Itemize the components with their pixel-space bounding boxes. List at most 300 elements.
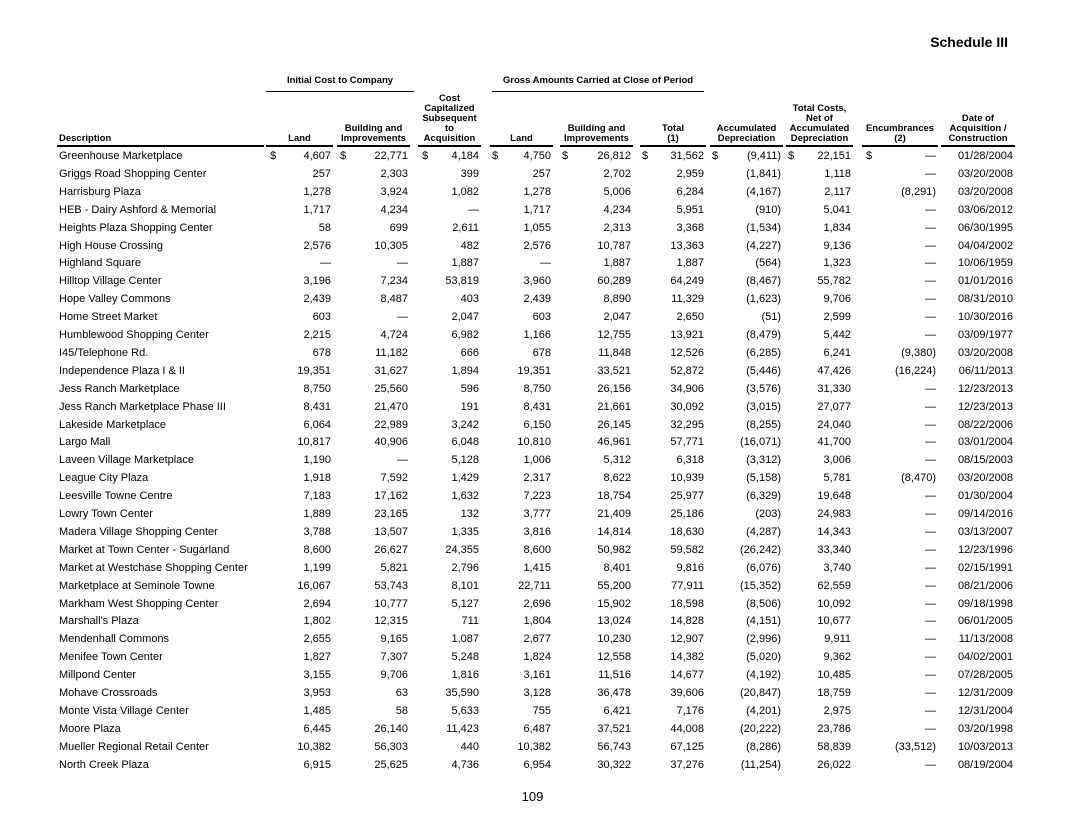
row-cell-building: 58: [395, 704, 408, 717]
col-header-line: Improvements: [341, 133, 406, 144]
dollar-sign: $: [712, 150, 719, 162]
row-cell-date: 08/19/2004: [957, 758, 1013, 771]
row-cell-land2: 6,954: [523, 758, 551, 771]
row-cell-capitalized: 2,796: [451, 561, 479, 574]
row-cell-land2: 3,816: [523, 525, 551, 538]
row-cell-building: 10,777: [374, 597, 408, 610]
row-cell-land: 603: [312, 311, 331, 324]
row-cell-totalnet: 5,442: [823, 329, 851, 341]
col-header-land2: [490, 88, 553, 144]
col-header-line: Improvements: [564, 133, 629, 144]
row-cell-accum: (2,996): [746, 633, 781, 646]
row-cell-capitalized: 5,248: [451, 651, 479, 664]
row-cell-building: 11,182: [375, 346, 408, 359]
col-header-line: Depreciation: [790, 133, 849, 144]
row-cell-land: 678: [312, 346, 331, 359]
col-header-totalnet: [786, 88, 853, 144]
row-cell-land: 7,183: [303, 490, 331, 503]
row-cell-capitalized: 53,819: [445, 275, 479, 288]
row-cell-land2: —: [540, 257, 551, 270]
row-cell-building2: 21,661: [597, 400, 631, 413]
row-cell-totalnet: 10,485: [817, 669, 851, 682]
row-cell-capitalized: 3,242: [451, 418, 479, 431]
row-cell-building: 7,234: [380, 275, 408, 288]
row-cell-building2: 8,401: [603, 561, 631, 574]
row-cell-land: 3,196: [303, 275, 331, 288]
row-description: Marshall's Plaza: [59, 615, 139, 628]
row-cell-land: 1,918: [303, 472, 331, 485]
row-cell-land: 8,431: [303, 400, 331, 413]
row-cell-land2: 1,006: [523, 454, 551, 467]
row-cell-building: 9,706: [380, 669, 408, 682]
row-description: Lakeside Marketplace: [59, 418, 167, 431]
dollar-sign: $: [562, 150, 569, 162]
row-cell-encumb: —: [925, 382, 936, 395]
dollar-sign: $: [788, 150, 795, 162]
row-cell-accum: (4,192): [746, 669, 781, 682]
row-cell-date: 10/03/2013: [957, 740, 1013, 753]
row-cell-accum: (8,286): [746, 740, 781, 753]
col-header-line: Total: [662, 123, 684, 134]
row-cell-building: 56,303: [374, 740, 408, 753]
col-header-line: Construction: [948, 133, 1008, 144]
header-underline: [560, 145, 633, 147]
row-cell-date: 03/20/2008: [957, 472, 1013, 485]
col-header-line: Cost: [438, 93, 461, 104]
row-cell-land2: 6,150: [523, 418, 551, 431]
row-cell-accum: (910): [755, 203, 781, 216]
row-cell-encumb: —: [925, 203, 936, 216]
row-cell-building2: 46,961: [597, 436, 631, 449]
row-cell-accum: (16,071): [740, 436, 781, 449]
row-cell-total: 37,276: [670, 758, 704, 771]
col-header-line: Capitalized: [424, 103, 475, 114]
row-cell-totalnet: 23,786: [817, 722, 851, 735]
row-cell-building2: 4,234: [603, 203, 631, 216]
row-cell-totalnet: 26,022: [817, 758, 851, 771]
row-cell-land2: 22,711: [518, 579, 551, 592]
row-cell-totalnet: 18,759: [817, 687, 851, 699]
col-header-line: Acquisition /: [949, 123, 1007, 134]
col-header-line: Depreciation: [717, 133, 776, 144]
row-description: Madera Village Shopping Center: [59, 525, 218, 538]
row-description: Market at Westchase Shopping Center: [59, 561, 248, 574]
table-row: [0, 365, 1065, 383]
row-cell-capitalized: 2,047: [451, 311, 479, 324]
col-header-line: Accumulated: [716, 123, 777, 134]
table-row: [0, 150, 1065, 168]
row-cell-encumb: —: [925, 579, 936, 592]
row-description: Hope Valley Commons: [59, 293, 171, 306]
row-cell-date: 03/20/2008: [957, 167, 1013, 180]
row-cell-totalnet: 5,041: [823, 203, 851, 216]
row-cell-land2: 3,128: [523, 687, 551, 699]
col-header-encumb: [862, 88, 938, 144]
row-description: Jess Ranch Marketplace: [59, 382, 180, 395]
col-header-line: Land: [510, 133, 533, 144]
row-cell-total: 12,907: [670, 633, 704, 646]
row-cell-capitalized: 5,128: [451, 454, 479, 467]
row-cell-total: 52,872: [670, 364, 704, 377]
row-cell-building2: 2,702: [603, 167, 631, 180]
row-cell-total: 3,368: [676, 221, 704, 234]
row-cell-encumb: (16,224): [895, 364, 936, 377]
row-cell-date: 03/01/2004: [957, 436, 1013, 449]
row-cell-land: 1,199: [303, 561, 331, 574]
row-cell-capitalized: 1,335: [451, 525, 479, 538]
row-cell-capitalized: 6,982: [451, 329, 479, 341]
row-cell-totalnet: 58,839: [817, 740, 851, 753]
row-cell-totalnet: 33,340: [817, 543, 851, 556]
row-cell-capitalized: 5,127: [451, 597, 479, 610]
row-cell-building: 22,989: [374, 418, 408, 431]
row-cell-encumb: (8,291): [901, 185, 936, 198]
row-cell-land2: 2,677: [523, 633, 551, 646]
row-cell-land: 1,485: [303, 704, 331, 717]
row-cell-total: 14,382: [670, 651, 704, 664]
row-cell-totalnet: 9,911: [824, 633, 851, 646]
table-row: [0, 705, 1065, 723]
row-cell-land: 6,915: [303, 758, 331, 771]
row-cell-encumb: —: [925, 221, 936, 234]
row-cell-building2: 13,024: [597, 615, 631, 628]
row-cell-encumb: —: [925, 543, 936, 556]
row-cell-land: 3,953: [303, 687, 331, 699]
row-cell-building2: 56,743: [597, 740, 631, 753]
row-cell-building2: 5,006: [603, 185, 631, 198]
col-header-building: [337, 88, 410, 144]
row-cell-totalnet: 1,834: [823, 221, 851, 234]
row-cell-encumb: —: [925, 418, 936, 431]
schedule-title: Schedule III: [930, 34, 1008, 50]
row-cell-totalnet: 24,040: [817, 418, 851, 431]
row-cell-land2: 257: [532, 167, 551, 180]
row-cell-land2: 8,431: [523, 400, 551, 413]
row-cell-building: 10,305: [374, 239, 408, 252]
row-cell-accum: (5,158): [746, 472, 781, 485]
col-header-line: Encumbrances: [865, 123, 935, 134]
row-cell-date: 12/23/2013: [957, 400, 1013, 413]
row-cell-building2: 60,289: [597, 275, 631, 288]
col-header-line: (2): [894, 133, 906, 144]
row-cell-capitalized: 711: [461, 615, 479, 628]
row-cell-encumb: —: [925, 615, 936, 628]
row-cell-land2: 2,696: [523, 597, 551, 610]
table-row: [0, 257, 1065, 275]
row-cell-building2: 6,421: [603, 704, 631, 717]
row-cell-encumb: —: [925, 454, 936, 467]
row-cell-encumb: —: [925, 722, 936, 735]
row-description: Laveen Village Marketplace: [59, 454, 194, 467]
row-cell-land: 3,155: [303, 669, 331, 682]
row-cell-total: 6,284: [676, 185, 704, 198]
row-cell-land: 1,889: [303, 508, 331, 520]
row-cell-date: 11/13/2008: [958, 633, 1013, 646]
row-cell-building: 17,162: [374, 490, 408, 503]
table-row: [0, 329, 1065, 347]
col-header-line: Building and: [344, 123, 403, 134]
row-cell-land2: 1,717: [523, 203, 551, 216]
col-header-line: Accumulated: [789, 123, 850, 134]
row-cell-capitalized: 4,184: [451, 150, 479, 162]
row-cell-accum: (20,222): [740, 722, 781, 735]
table-row: [0, 419, 1065, 437]
col-header-description: [59, 88, 264, 144]
row-cell-totalnet: 3,006: [823, 454, 851, 467]
row-cell-building: 63: [395, 687, 408, 699]
row-cell-land2: 2,576: [523, 239, 551, 252]
table-row: [0, 562, 1065, 580]
row-cell-building2: 11,516: [598, 669, 631, 682]
row-cell-accum: (3,015): [746, 400, 781, 413]
row-cell-accum: (6,076): [746, 561, 781, 574]
row-cell-totalnet: 24,983: [817, 508, 851, 520]
row-cell-land: 4,607: [303, 150, 331, 162]
row-cell-total: 30,092: [670, 400, 704, 413]
row-cell-capitalized: 6,048: [451, 436, 479, 449]
row-cell-land: 8,750: [303, 382, 331, 395]
row-cell-building2: 26,156: [597, 382, 631, 395]
row-cell-date: 08/31/2010: [957, 293, 1013, 306]
row-cell-land2: 755: [532, 704, 551, 717]
row-cell-capitalized: 399: [460, 167, 479, 180]
row-cell-capitalized: 1,429: [451, 472, 479, 485]
row-description: Griggs Road Shopping Center: [59, 167, 207, 180]
row-cell-encumb: —: [925, 311, 936, 324]
row-cell-capitalized: 132: [460, 508, 479, 520]
row-cell-building: 4,724: [380, 329, 408, 341]
row-cell-accum: (1,534): [746, 221, 781, 234]
row-description: Jess Ranch Marketplace Phase III: [59, 400, 226, 413]
col-header-line: Land: [288, 133, 311, 144]
row-cell-accum: (8,479): [746, 329, 781, 341]
row-cell-total: 14,677: [670, 669, 704, 682]
table-row: [0, 598, 1065, 616]
row-cell-building: —: [397, 257, 408, 270]
row-description: Greenhouse Marketplace: [59, 150, 183, 162]
header-underline: [710, 145, 783, 147]
row-cell-building2: 2,047: [603, 311, 631, 324]
row-description: Home Street Market: [59, 311, 158, 324]
row-cell-building: 40,906: [374, 436, 408, 449]
row-cell-encumb: —: [925, 669, 936, 682]
row-cell-capitalized: 11,423: [446, 722, 479, 735]
table-row: [0, 472, 1065, 490]
row-cell-capitalized: 403: [460, 293, 479, 306]
row-cell-date: 06/30/1995: [957, 221, 1013, 234]
row-cell-land: 2,694: [303, 597, 331, 610]
row-cell-accum: (3,312): [746, 454, 781, 467]
row-cell-building2: 14,814: [597, 525, 631, 538]
table-row: [0, 508, 1065, 526]
row-description: Humblewood Shopping Center: [59, 329, 209, 341]
row-description: Mueller Regional Retail Center: [59, 740, 209, 753]
row-cell-building: 3,924: [380, 185, 408, 198]
row-description: High House Crossing: [59, 239, 163, 252]
row-cell-encumb: (8,470): [901, 472, 936, 485]
row-cell-land: 1,190: [303, 454, 331, 467]
row-description: Markham West Shopping Center: [59, 597, 219, 610]
table-row: [0, 454, 1065, 472]
row-cell-encumb: —: [925, 167, 936, 180]
group-header-initial-cost: Initial Cost to Company: [266, 75, 414, 92]
row-cell-capitalized: 1,894: [451, 364, 479, 377]
header-underline: [786, 145, 853, 147]
row-cell-land: 1,802: [303, 615, 331, 628]
row-cell-capitalized: 191: [460, 400, 479, 413]
row-cell-building2: 8,890: [603, 293, 631, 306]
row-cell-building2: 1,887: [603, 257, 631, 270]
row-cell-capitalized: 2,611: [452, 221, 479, 234]
row-cell-totalnet: 22,151: [817, 150, 851, 162]
row-cell-accum: (4,287): [746, 525, 781, 538]
row-cell-building2: 5,312: [603, 454, 631, 467]
row-cell-land2: 8,600: [523, 543, 551, 556]
row-cell-date: 06/01/2005: [957, 615, 1013, 628]
row-cell-encumb: (9,380): [901, 346, 936, 359]
col-header-total: [640, 88, 706, 144]
col-header-line: Acquisition: [423, 133, 476, 144]
row-cell-totalnet: 1,323: [823, 257, 851, 270]
row-cell-land: 1,717: [303, 203, 331, 216]
row-cell-building: 23,165: [374, 508, 408, 520]
row-cell-land: 257: [312, 167, 331, 180]
row-cell-encumb: —: [925, 400, 936, 413]
row-cell-encumb: —: [925, 633, 936, 646]
table-row: [0, 222, 1065, 240]
row-cell-date: 10/30/2016: [957, 311, 1013, 324]
table-row: [0, 669, 1065, 687]
table-row: [0, 383, 1065, 401]
row-cell-capitalized: 1,082: [451, 185, 479, 198]
row-cell-accum: (8,255): [746, 418, 781, 431]
row-cell-capitalized: 440: [460, 740, 479, 753]
table-row: [0, 401, 1065, 419]
table-row: [0, 311, 1065, 329]
row-cell-capitalized: 24,355: [445, 543, 479, 556]
row-cell-date: 08/21/2006: [957, 579, 1013, 592]
row-cell-land: 8,600: [303, 543, 331, 556]
table-row: [0, 436, 1065, 454]
col-header-line: Total Costs,: [792, 103, 847, 114]
row-cell-building2: 12,558: [597, 651, 631, 664]
row-cell-land2: 1,055: [523, 221, 551, 234]
col-header-line: Net of: [806, 113, 833, 124]
row-cell-accum: (4,167): [746, 185, 781, 198]
row-cell-accum: (5,020): [746, 651, 781, 664]
group-header-gross-amounts: Gross Amounts Carried at Close of Period: [492, 75, 704, 92]
header-underline: [941, 145, 1015, 147]
col-header-line: (1): [667, 133, 679, 144]
row-cell-date: 03/20/2008: [957, 185, 1013, 198]
table-row: [0, 490, 1065, 508]
row-cell-date: 12/23/2013: [957, 382, 1013, 395]
row-cell-land2: 19,351: [517, 364, 551, 377]
row-cell-date: 01/28/2004: [957, 150, 1013, 162]
row-cell-building2: 10,230: [597, 633, 631, 646]
row-cell-total: 25,977: [670, 490, 704, 503]
row-cell-land2: 6,487: [523, 722, 551, 735]
col-header-line: Date of: [961, 113, 995, 124]
row-cell-land2: 3,161: [523, 669, 551, 682]
row-cell-date: 08/15/2003: [957, 454, 1013, 467]
row-cell-total: 59,582: [670, 543, 704, 556]
row-cell-total: 12,526: [670, 346, 704, 359]
row-cell-land2: 7,223: [523, 490, 551, 503]
header-underline: [418, 145, 481, 147]
row-cell-building: —: [397, 311, 408, 324]
table-row: [0, 723, 1065, 741]
row-cell-land: 19,351: [297, 364, 331, 377]
row-cell-totalnet: 2,599: [823, 311, 851, 324]
row-cell-total: 57,771: [670, 436, 704, 449]
header-underline: [337, 145, 410, 147]
row-description: Independence Plaza I & II: [59, 364, 185, 377]
row-cell-totalnet: 9,706: [823, 293, 851, 306]
row-cell-total: 1,887: [676, 257, 704, 270]
row-cell-building2: 15,902: [597, 597, 631, 610]
row-cell-accum: (6,329): [746, 490, 781, 503]
table-row: [0, 651, 1065, 669]
row-cell-total: 10,939: [670, 472, 704, 485]
col-header-land: [266, 88, 333, 144]
row-cell-land2: 1,415: [523, 561, 551, 574]
row-cell-totalnet: 1,118: [824, 167, 851, 180]
dollar-sign: $: [340, 150, 347, 162]
row-cell-building2: 2,313: [603, 221, 631, 234]
row-cell-total: 64,249: [670, 275, 704, 288]
row-cell-land: —: [320, 257, 331, 270]
row-cell-date: 09/18/1998: [957, 597, 1013, 610]
row-description: Harrisburg Plaza: [59, 185, 141, 198]
row-cell-totalnet: 2,975: [823, 704, 851, 717]
row-cell-building2: 11,848: [598, 346, 631, 359]
row-cell-totalnet: 10,092: [817, 597, 851, 610]
row-cell-building2: 55,200: [597, 579, 631, 592]
row-cell-accum: (26,242): [740, 543, 781, 556]
row-cell-building: 53,743: [374, 579, 408, 592]
dollar-sign: $: [866, 150, 873, 162]
table-row: [0, 580, 1065, 598]
row-description: North Creek Plaza: [59, 758, 149, 771]
row-cell-capitalized: 1,816: [451, 669, 479, 682]
dollar-sign: $: [642, 150, 649, 162]
row-cell-land: 16,067: [297, 579, 331, 592]
row-cell-building2: 30,322: [597, 758, 631, 771]
row-cell-capitalized: 4,736: [451, 758, 479, 771]
row-cell-capitalized: 8,101: [451, 579, 479, 592]
row-cell-encumb: —: [925, 508, 936, 520]
dollar-sign: $: [422, 150, 429, 162]
row-cell-accum: (20,847): [740, 687, 781, 699]
row-description: Lowry Town Center: [59, 508, 153, 520]
row-cell-building: 8,487: [380, 293, 408, 306]
row-cell-date: 06/11/2013: [958, 364, 1013, 377]
row-cell-encumb: —: [925, 257, 936, 270]
row-cell-total: 9,816: [676, 561, 704, 574]
row-cell-date: 03/20/1998: [957, 722, 1013, 735]
row-cell-land2: 4,750: [523, 150, 551, 162]
row-description: Leesville Towne Centre: [59, 490, 173, 503]
row-cell-total: 2,650: [676, 311, 704, 324]
table-row: [0, 633, 1065, 651]
row-cell-encumb: —: [925, 436, 936, 449]
row-cell-building: 9,165: [380, 633, 408, 646]
row-cell-accum: (1,841): [746, 167, 781, 180]
header-underline: [266, 145, 333, 147]
row-cell-capitalized: 1,632: [451, 490, 479, 503]
row-cell-building: 5,821: [380, 561, 408, 574]
